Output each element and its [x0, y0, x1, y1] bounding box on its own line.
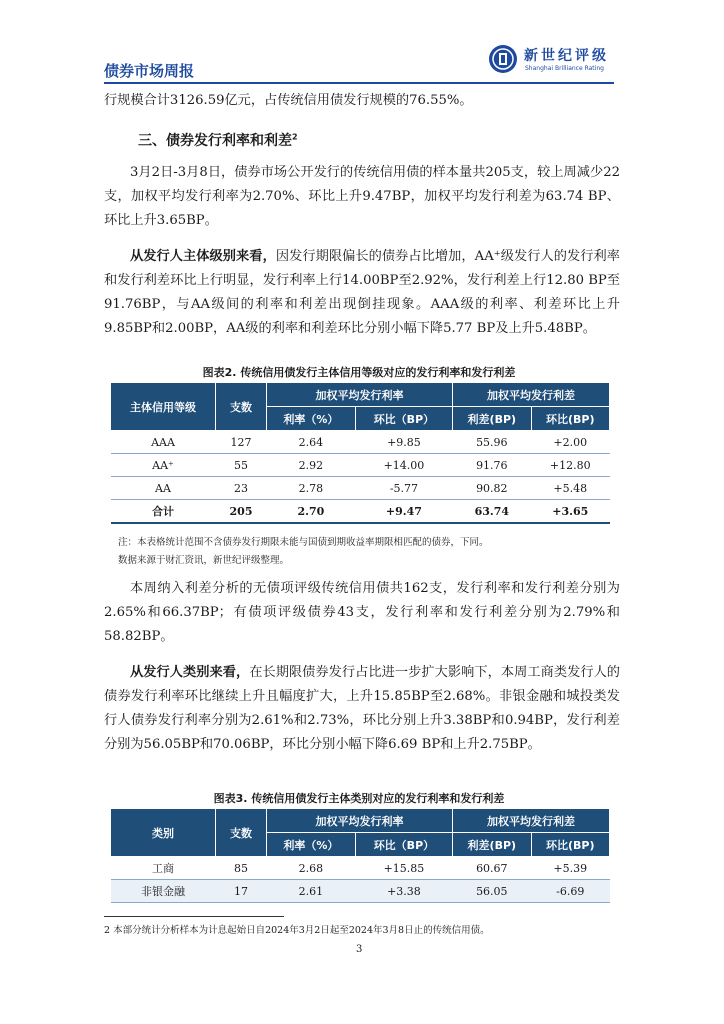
table-cell: AAA [111, 431, 216, 454]
table-cell: +5.48 [531, 477, 609, 500]
table-row [111, 431, 610, 454]
table-cell: 63.74 [453, 500, 531, 524]
paragraph-category-lead: 从发行人类别来看， [130, 665, 250, 680]
paragraph-summary: 3月2日-3月8日，债券市场公开发行的传统信用债的样本量共205支，较上周减少22支，加权平均发行利率为2.70%、环比上升9.47BP，加权平均发行利差为63.74 BP、环比上升3.65BP。 [104, 165, 620, 228]
table-cell: +3.38 [355, 880, 452, 903]
table2-header-rating: 主体信用等级 [111, 383, 216, 431]
table2-header-spread-change: 环比(BP) [531, 407, 609, 431]
table-cell: 2.92 [267, 454, 356, 477]
footnote: 2 本部分统计分析样本为计息起始日自2024年3月2日起至2024年3月8日止的传统信用债。 [104, 925, 490, 936]
table-cell: 56.05 [453, 880, 531, 903]
table-cell: +14.00 [355, 454, 452, 477]
table-cell: 23 [216, 477, 267, 500]
table-cell: 55 [216, 454, 267, 477]
table-cell: 非银金融 [111, 880, 216, 903]
paragraph-rating-lead: 从发行人主体级别来看， [130, 249, 276, 264]
header-divider [104, 82, 614, 84]
table-cell: +9.47 [355, 500, 452, 524]
paragraph-rated: 本周纳入利差分析的无债项评级传统信用债共162支，发行利率和发行利差分别为2.65%和66.37BP；有债项评级债券43支，发行利率和发行利差分别为2.79%和58.82BP。 [104, 581, 620, 644]
table-total-row [111, 500, 610, 524]
table-cell: 91.76 [453, 454, 531, 477]
logo-text-cn: 新世纪评级 [524, 48, 609, 64]
logo-text-en: Shanghai Brilliance Rating [525, 65, 604, 72]
section-heading [138, 130, 298, 150]
table3-header-spread-change: 环比(BP) [531, 833, 609, 857]
footnote-divider [104, 916, 284, 917]
footnote-mark: 2 [292, 132, 298, 142]
table-cell: 2.64 [267, 431, 356, 454]
table-cell: 55.96 [453, 431, 531, 454]
intro-line: 行规模合计3126.59亿元，占传统信用债发行规模的76.55%。 [104, 93, 473, 108]
table-cell: -6.69 [531, 880, 609, 903]
table-cell: +12.80 [531, 454, 609, 477]
paragraph-category-text: 在长期限债券发行占比进一步扩大影响下，本周工商类发行人的债券发行利率环比继续上升且幅度扩大，上升15.85BP至2.68%。非银金融和城投类发行人债券发行利率分别为2.61%和2.73%，环比分别上升3.38BP和0.94BP，发行利差分别为56.05BP和70.06BP，环比分别小幅下降6.69 BP和上升2.75BP。 [104, 665, 620, 752]
table-cell: +3.65 [531, 500, 609, 524]
table-cell: +15.85 [355, 857, 452, 880]
table3-caption: 图表3. 传统信用债发行主体类别对应的发行利率和发行利差 [213, 792, 505, 805]
table-cell: 60.67 [453, 857, 531, 880]
paragraph-category [104, 661, 620, 757]
table-cell: +2.00 [531, 431, 609, 454]
section-title: 三、债券发行利率和利差 [138, 133, 292, 149]
table2-header-spread: 利差(BP) [453, 407, 531, 431]
table3-header-category: 类别 [111, 809, 216, 857]
table-row [111, 880, 610, 903]
table2-note: 注：本表格统计范围不含债券发行期限未能与国债到期收益率期限相匹配的债券，下同。 [118, 537, 489, 548]
table3-header-rate-group: 加权平均发行利率 [267, 809, 453, 833]
table-cell: 85 [216, 857, 267, 880]
page-number: 3 [356, 944, 363, 955]
table-cell: 17 [216, 880, 267, 903]
table-cell: 2.68 [267, 857, 356, 880]
table-cell: +9.85 [355, 431, 452, 454]
table-cell: AA⁺ [111, 454, 216, 477]
table-cell: 90.82 [453, 477, 531, 500]
table2-header-rate: 利率（%） [267, 407, 356, 431]
table3-header-spread-group: 加权平均发行利差 [453, 809, 610, 833]
table2-header-rate-group: 加权平均发行利率 [267, 383, 453, 407]
table2-header-count: 支数 [216, 383, 267, 431]
company-logo [488, 44, 628, 78]
table-row [111, 857, 610, 880]
table3-header-spread: 利差(BP) [453, 833, 531, 857]
table-cell: 2.61 [267, 880, 356, 903]
table-cell: -5.77 [355, 477, 452, 500]
table-cell: 2.70 [267, 500, 356, 524]
table-cell: 127 [216, 431, 267, 454]
table3-header-count: 支数 [216, 809, 267, 857]
logo-emblem-icon [488, 44, 518, 74]
table-cell: 205 [216, 500, 267, 524]
table-cell: 工商 [111, 857, 216, 880]
table2 [110, 382, 610, 524]
table2-source: 数据来源于财汇资讯，新世纪评级整理。 [118, 555, 290, 566]
table3-header-rate: 利率（%） [267, 833, 356, 857]
table2-header-spread-group: 加权平均发行利差 [453, 383, 610, 407]
table-cell: AA [111, 477, 216, 500]
table2-caption: 图表2. 传统信用债发行主体信用等级对应的发行利率和发行利差 [202, 366, 516, 379]
table3-header-rate-change: 环比（BP） [355, 833, 452, 857]
table-row [111, 477, 610, 500]
table3 [110, 808, 610, 903]
table-cell: +5.39 [531, 857, 609, 880]
header-title: 债券市场周报 [104, 62, 195, 80]
table-cell: 合计 [111, 500, 216, 524]
table2-header-rate-change: 环比（BP） [355, 407, 452, 431]
table-cell: 2.78 [267, 477, 356, 500]
paragraph-rating [104, 245, 620, 341]
paragraph-rating-text: 因发行期限偏长的债券占比增加，AA⁺级发行人的发行利率和发行利差环比上行明显，发行利率上行14.00BP至2.92%，发行利差上行12.80 BP至91.76BP，与AA级间的利率和利差出现倒挂现象。AAA级的利率、利差环比上升9.85BP和2.00BP，AA级的利率和利差环比分别小幅下降5.77 BP及上升5.48BP。 [104, 249, 620, 336]
table-row [111, 454, 610, 477]
